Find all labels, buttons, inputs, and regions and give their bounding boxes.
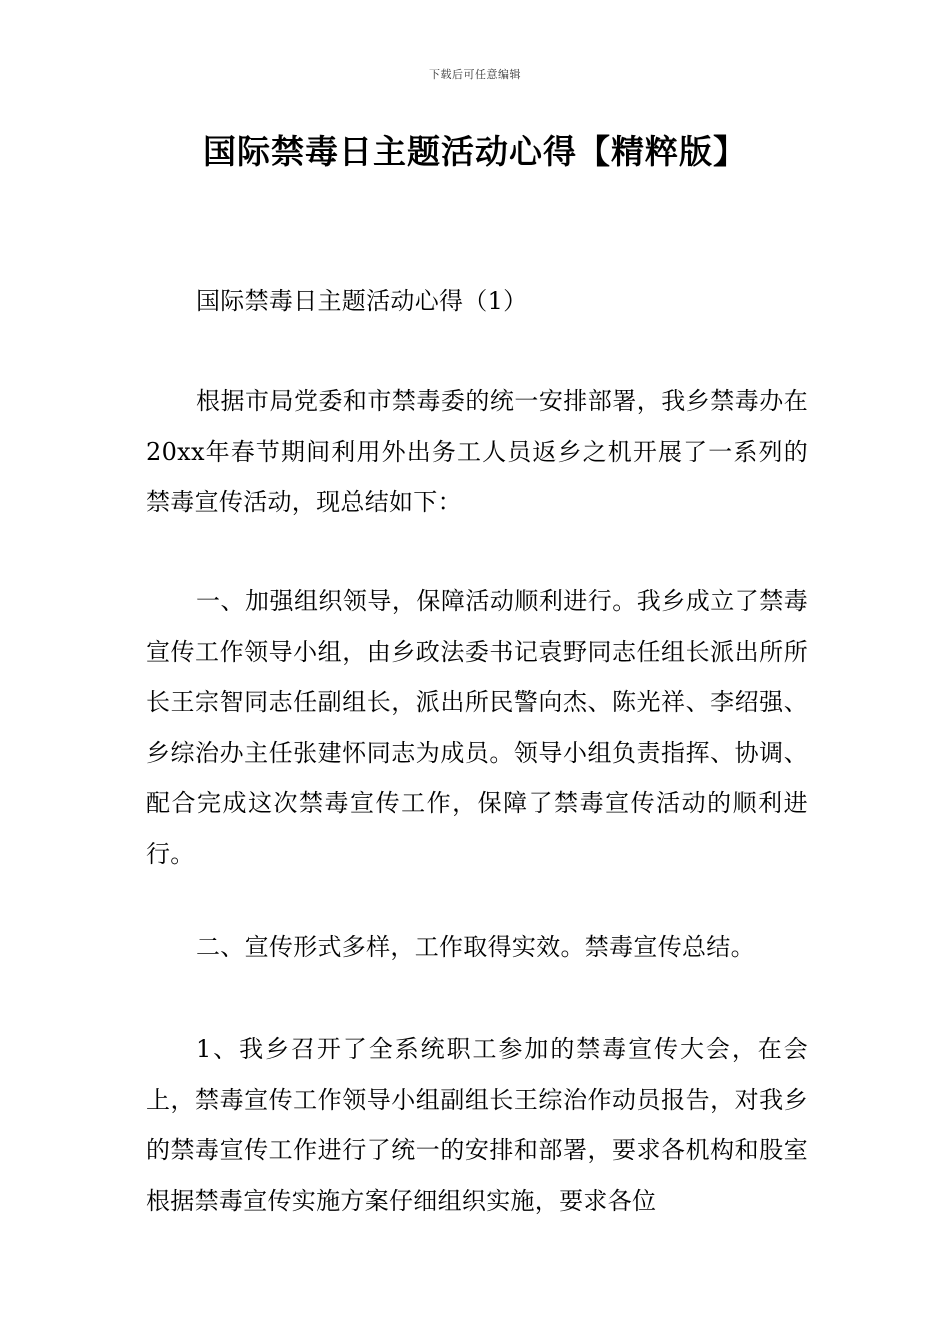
paragraph-section-two: 二、宣传形式多样，工作取得实效。禁毒宣传总结。: [196, 933, 755, 961]
document-title: 国际禁毒日主题活动心得【精粹版】: [203, 132, 747, 171]
paragraph-intro: 根据市局党委和市禁毒委的统一安排部署，我乡禁毒办在20xx年春节期间利用外出务工人员返乡之机开展了一系列的禁毒宣传活动，现总结如下：: [146, 387, 808, 516]
paragraph-item-one: 1、我乡召开了全系统职工参加的禁毒宣传大会，在会上，禁毒宣传工作领导小组副组长王综治作动员报告，对我乡的禁毒宣传工作进行了统一的安排和部署，要求各机构和股室根据禁毒宣传实施方案仔细组织实施，要求各位: [146, 1035, 808, 1215]
section-subtitle: 国际禁毒日主题活动心得（1）: [196, 287, 528, 315]
header-note: 下载后可任意编辑: [429, 68, 521, 81]
paragraph-section-one: 一、加强组织领导，保障活动顺利进行。我乡成立了禁毒宣传工作领导小组，由乡政法委书记袁野同志任组长派出所所长王宗智同志任副组长，派出所民警向杰、陈光祥、李绍强、乡综治办主任张建怀同志为成员。领导小组负责指挥、协调、配合完成这次禁毒宣传工作，保障了禁毒宣传活动的顺利进行。: [146, 587, 808, 868]
